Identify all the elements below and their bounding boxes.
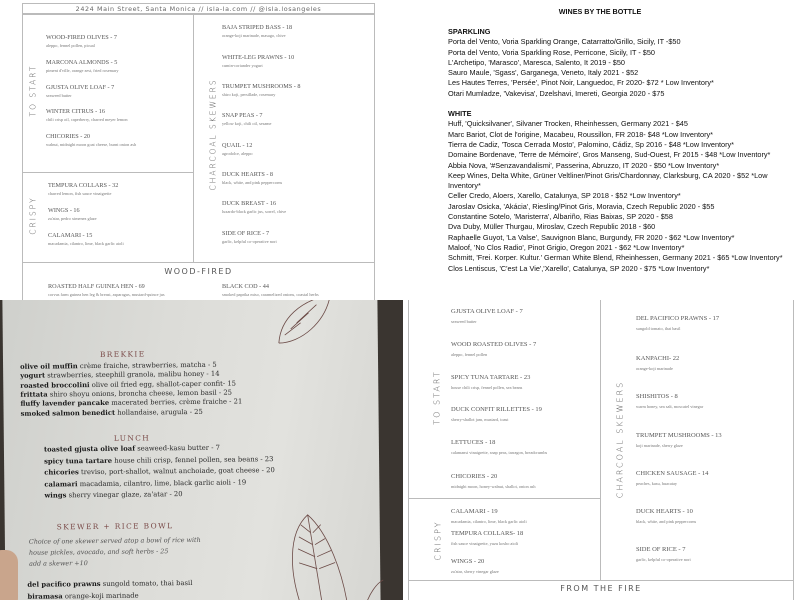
item-name: frittata [20, 390, 48, 399]
menu-item [636, 432, 722, 448]
item-description: peaches, kasu, huacatay [636, 481, 678, 486]
menu-item [222, 112, 271, 126]
item-description: house chili crisp, fennel pollen, sea beans [451, 385, 523, 390]
item-name: BLACK COD - 44 [222, 283, 269, 290]
item-description: hollandaise, arugula - 25 [117, 407, 203, 417]
wine-entry: Celler Credo, Aloers, Xarello, Catalunya, SP 2018 - $52 *Low Inventory* [448, 191, 681, 201]
menu-item [46, 133, 136, 147]
item-name: ROASTED HALF GUINEA HEN - 69 [48, 283, 145, 290]
item-name: WHITE-LEG PRAWNS - 10 [222, 54, 295, 61]
brekkie-heading: BREKKIE [99, 349, 146, 359]
wine-section-heading: WHITE [448, 109, 472, 119]
lunch-menu-image [405, 300, 800, 600]
menu-item [48, 182, 118, 196]
item-name: wings [44, 491, 67, 500]
wine-entry: Domaine Bordenave, 'Terre de Mémoire', Gros Manseng, Sud-Ouest, Fr 2015 - $48 *Low Inventory* [448, 150, 771, 160]
item-description: sherry-shallot jam, mustard, toast [451, 417, 509, 422]
charcoal-skewers-label: CHARCOAL SKEWERS [208, 78, 218, 191]
item-name: DUCK BREAST - 16 [222, 200, 277, 207]
item-description: olive oil fried egg, shallot-caper confit- 15 [91, 379, 237, 389]
wood-fired-label: WOOD-FIRED [164, 267, 233, 276]
item-name: WOOD ROASTED OLIVES - 7 [451, 341, 537, 348]
menu-item [48, 232, 124, 246]
item-name: TRUMPET MUSHROOMS - 8 [222, 83, 301, 90]
item-name: GJUSTA OLIVE LOAF - 7 [46, 84, 115, 91]
item-description: agrodolce, aleppo [222, 151, 253, 156]
item-name: roasted broccolini [20, 380, 90, 390]
item-description: sherry vinegar glaze, za'atar - 20 [68, 490, 183, 500]
item-name: CHICKEN SAUSAGE - 14 [636, 470, 709, 477]
item-description: garlic, kelpful co-operative nori [222, 239, 277, 244]
wine-entry: Huff, 'Quicksilvaner', Silvaner Trocken, Rheinhessen, Germany 2021 - $45 [448, 119, 688, 129]
item-name: TRUMPET MUSHROOMS - 13 [636, 432, 722, 439]
wine-list [448, 27, 793, 274]
item-name: KANPACHI- 22 [636, 355, 680, 362]
item-name: SNAP PEAS - 7 [222, 112, 263, 119]
skewer-rice-bowl-heading: SKEWER + RICE BOWL [56, 521, 174, 532]
menu-item [27, 579, 192, 589]
menu-item [636, 508, 696, 524]
item-name: WINGS - 20 [451, 558, 485, 565]
menu-item [222, 171, 282, 185]
item-description: yellow koji, chili oil, sesame [222, 121, 272, 126]
item-name: chicories [44, 468, 79, 477]
menu-item [451, 473, 536, 489]
skewers-box [193, 14, 375, 263]
item-name: WINTER CITRUS - 16 [46, 108, 105, 115]
item-description: garlic, kelpful co-operative nori [636, 557, 691, 562]
item-name: GJUSTA OLIVE LOAF - 7 [451, 308, 523, 315]
item-name: CALAMARI - 15 [48, 232, 93, 239]
item-description: black, white, and pink peppercorns [636, 519, 697, 524]
item-name: SIDE OF RICE - 7 [636, 546, 686, 553]
menu-item [44, 478, 246, 488]
menu-item [222, 54, 294, 68]
item-name: CALAMARI - 19 [451, 508, 498, 515]
bowl-note: add a skewer +10 [29, 559, 88, 568]
item-description: seaweed butter [46, 93, 72, 98]
menu-item [451, 406, 542, 422]
item-name: BAJA STRIPED BASS - 18 [222, 24, 293, 31]
to-start-label: TO START [432, 370, 442, 425]
wine-entry: Otari Mumladze, 'Vakevisa', Dzelshavi, Imereti, Georgia 2020 - $75 [448, 88, 665, 98]
item-name: MARCONA ALMONDS - 5 [46, 59, 118, 66]
item-description: za'atar, pedro ximenez glaze [48, 216, 97, 221]
item-name: DUCK CONFIT RILLETTES - 19 [451, 406, 542, 413]
item-name: SIDE OF RICE - 7 [222, 230, 270, 237]
leaf-illustration-icon [283, 512, 384, 600]
address-line: 2424 Main Street, Santa Monica // isla-la.com // @isla.losangeles [22, 3, 375, 14]
menu-item [636, 393, 703, 409]
item-name: WINGS - 16 [48, 207, 80, 214]
item-name: spicy tuna tartare [44, 456, 113, 466]
wine-list-title: WINES BY THE BOTTLE [558, 7, 642, 16]
menu-item [222, 83, 300, 97]
item-name: CHICORIES - 20 [451, 473, 498, 480]
wine-entry: Jaroslav Osicka, 'Akácia', Riesling/Pinot Gris, Moravia, Czech Republic 2020 - $55 [448, 201, 715, 211]
wine-entry: L'Archetipo, 'Marasco', Maresca, Salento, It 2019 - $50 [448, 57, 625, 67]
item-name: CHICORIES - 20 [46, 133, 91, 140]
item-name: toasted gjusta olive loaf [43, 444, 136, 454]
item-description: macadamia, cilantro, lime, black garlic aioli [451, 519, 527, 524]
item-name: TEMPURA COLLARS - 32 [48, 182, 119, 189]
item-description: strawberries, steephill granola, malibu honey - 14 [47, 369, 220, 380]
wine-entry: Constantine Sotelo, 'Maristerra', Albariño, Rias Baixas, SP 2020 - $58 [448, 212, 673, 222]
menu-item [46, 108, 128, 122]
menu-item [222, 142, 253, 156]
item-name: QUAIL - 12 [222, 142, 253, 149]
item-description: walnut, midnight moon goat cheese, burnt onion ash [46, 142, 137, 147]
item-description: charred lemon, fish sauce vinaigrette [48, 191, 112, 196]
item-description: koji marinade, sherry glaze [636, 443, 683, 448]
item-description: sungold tomato, thai basil [102, 578, 193, 588]
item-description: macadamia, cilantro, lime, black garlic aioli [48, 241, 124, 246]
item-name: yogurt [20, 371, 46, 381]
menu-item [46, 59, 118, 73]
wine-entry: Maloof, 'No Clos Radio', Pinot Grigio, Oregon 2021 - $62 *Low Inventory* [448, 242, 685, 252]
item-name: calamari [44, 479, 78, 489]
item-name: olive oil muffin [20, 362, 78, 371]
menu-item [21, 407, 203, 417]
crispy-label: CRISPY [433, 520, 443, 561]
wine-entry: Les Hautes Terres, 'Persée', Pinot Noir, Languedoc, Fr 2020- $72 * Low Inventory* [448, 78, 714, 88]
menu-item [44, 466, 275, 476]
item-description: seaweed-kasu butter - 7 [137, 443, 221, 453]
wine-entry: Porta del Vento, Voria Sparkling Orange, Catarratto/Grillo, Sicily, IT -$50 [448, 37, 681, 47]
crispy-label: CRISPY [28, 196, 38, 235]
menu-item [46, 34, 117, 48]
item-description: macadamia, cilantro, lime, black garlic aioli - 19 [79, 477, 247, 488]
menu-item [636, 546, 691, 562]
menu-item [20, 370, 219, 380]
item-description: aleppo, fennel pollen [451, 352, 488, 357]
menu-item [27, 591, 138, 600]
wine-entry: Schmitt, 'Frei. Korper. Kultur.' German White Blend, Rheinhessen, Germany 2021 - $65 *Low Inventory* [448, 253, 783, 263]
menu-item [451, 308, 523, 324]
item-name: DUCK HEARTS - 10 [636, 508, 693, 515]
item-description: black, white, and pink peppercorns [222, 180, 283, 185]
item-name: SHISHITOS - 8 [636, 393, 678, 400]
item-description: piment d'ville, orange zest, fried rosemary [46, 68, 119, 73]
leaf-illustration-icon [270, 300, 351, 353]
menu-item [451, 508, 527, 524]
item-name: DEL PACIFICO PRAWNS - 17 [636, 315, 720, 322]
item-description: midnight moon, honey-walnut, shallot, onion ash [451, 484, 536, 489]
menu-item [20, 361, 217, 371]
item-name: smoked salmon benedict [20, 408, 116, 418]
charcoal-skewers-label: CHARCOAL SKEWERS [615, 380, 625, 499]
menu-item [48, 283, 165, 297]
wine-section-heading: SPARKLING [448, 27, 491, 36]
dinner-menu-image [0, 0, 400, 300]
menu-item [636, 355, 679, 371]
wine-entry: Abbia Nova, '#Senzavandalismi', Passerina, Abruzzo, IT 2020 - $50 *Low Inventory* [448, 160, 720, 170]
item-description: house chili crisp, fennel pollen, sea beans - 23 [114, 454, 274, 465]
item-description: aleppo, fennel pollen, picual [46, 43, 95, 48]
wine-entry: Raphaelle Guyot, 'La Valse', Sauvignon Blanc, Burgundy, FR 2020 - $62 *Low Inventory* [448, 232, 735, 242]
item-name: TEMPURA COLLARS- 18 [451, 530, 524, 537]
thumb [0, 550, 18, 600]
menu-item [48, 207, 97, 221]
item-description: macerated berries, crème fraiche - 21 [111, 397, 243, 408]
menu-item [222, 230, 277, 244]
item-description: sungold tomato, thai basil [636, 326, 681, 331]
item-name: LETTUCES - 18 [451, 439, 496, 446]
item-description: crème fraiche, strawberries, matcha - 5 [79, 360, 217, 371]
item-name: del pacifico prawns [27, 579, 101, 589]
wine-entry: Sauro Maule, 'Sgass', Garganega, Veneto, Italy 2021 - $52 [448, 68, 639, 78]
item-description: orange-koji marinade, masago, chive [222, 33, 286, 38]
item-description: shiro koji, persillade, rosemary [222, 92, 276, 97]
bowl-note: house pickles, avocado, and soft herbs - 25 [28, 547, 169, 557]
item-description: warm honey, sea salt, moscatel vinegar [636, 404, 704, 409]
from-the-fire-label: FROM THE FIRE [560, 584, 642, 593]
menu-item [44, 444, 220, 454]
item-description: seaweed butter [451, 319, 477, 324]
item-description: orange-koji marinade [64, 591, 139, 600]
lunch-heading: LUNCH [113, 433, 151, 443]
paper-sheet [2, 300, 380, 600]
menu-item [222, 200, 286, 214]
menu-item [636, 470, 708, 486]
wine-entry: Dva Duby, Müller Thurgau, Miroslav, Czech Republic 2018 - $60 [448, 222, 656, 232]
menu-item [451, 439, 547, 455]
item-name: SPICY TUNA TARTARE - 23 [451, 374, 531, 381]
item-name: WOOD-FIRED OLIVES - 7 [46, 34, 117, 41]
menu-item [451, 558, 499, 574]
menu-item [44, 490, 182, 499]
item-description: calamansi vinaigrette, snap peas, tarragon, breadcrumbs [451, 450, 548, 455]
wine-entry: Tierra de Cadiz, 'Tosca Cerrada Mosto', Palomino, Cádiz, Sp 2016 - $48 *Low Inventory* [448, 139, 735, 149]
item-description: za'atar, sherry vinegar glaze [451, 569, 499, 574]
item-description: chili crisp oil, caperberry, charred meyer lemon [46, 117, 128, 122]
menu-item [451, 530, 523, 546]
menu-item [222, 283, 319, 297]
brunch-menu-photo [0, 300, 403, 600]
menu-item [46, 84, 114, 98]
wine-entry: Keep Wines, Delta White, Grüner Veltliner/Pinot Gris/Chardonnay, Clarksburg, CA 2020 - $52 *Low Inventory* [448, 170, 768, 191]
wine-entry: Clos Lentiscus, 'C'est La Vie','Xarello', Catalunya, SP 2020 - $75 *Low Inventory* [448, 263, 710, 273]
wine-list-image [400, 0, 800, 300]
bowl-note: Choice of one skewer served atop a bowl of rice with [28, 535, 201, 546]
menu-item [44, 455, 273, 465]
item-description: smoked paprika miso, caramelized onions, coastal herbs [222, 292, 319, 297]
item-description: cumin-coriander yogurt [222, 63, 263, 68]
to-start-label: TO START [28, 64, 38, 117]
item-description: shiro shoyu onions, broncha cheese, lemon basil - 25 [49, 388, 233, 399]
item-description: treviso, port-shallot, walnut anchoiade, goat cheese - 20 [80, 466, 275, 477]
menu-item [636, 315, 719, 331]
item-name: DUCK HEARTS - 8 [222, 171, 274, 178]
wine-entry: Marc Bariot, Clot de l'origine, Macabeu, Roussillon, FR 2018- $48 *Low Inventory* [448, 129, 714, 139]
wine-entry: Porta del Vento, Voria Sparkling Rose, Perricone, Sicily, IT - $50 [448, 47, 655, 57]
menu-item [451, 341, 536, 357]
item-description: corvus farm guinea hen leg & breast, asparagus, mustard-quince jus [48, 292, 165, 297]
menu-item [451, 374, 530, 390]
item-description: fish sauce vinaigrette, yuzu kosho aioli [451, 541, 519, 546]
menu-item [20, 398, 242, 408]
menu-item [222, 24, 292, 38]
item-name: biramasa [27, 591, 63, 600]
item-description: orange-koji marinade [636, 366, 673, 371]
item-name: fluffy lavender pancake [20, 399, 110, 408]
item-description: luxardo-black garlic jus, sorrel, chive [222, 209, 287, 214]
